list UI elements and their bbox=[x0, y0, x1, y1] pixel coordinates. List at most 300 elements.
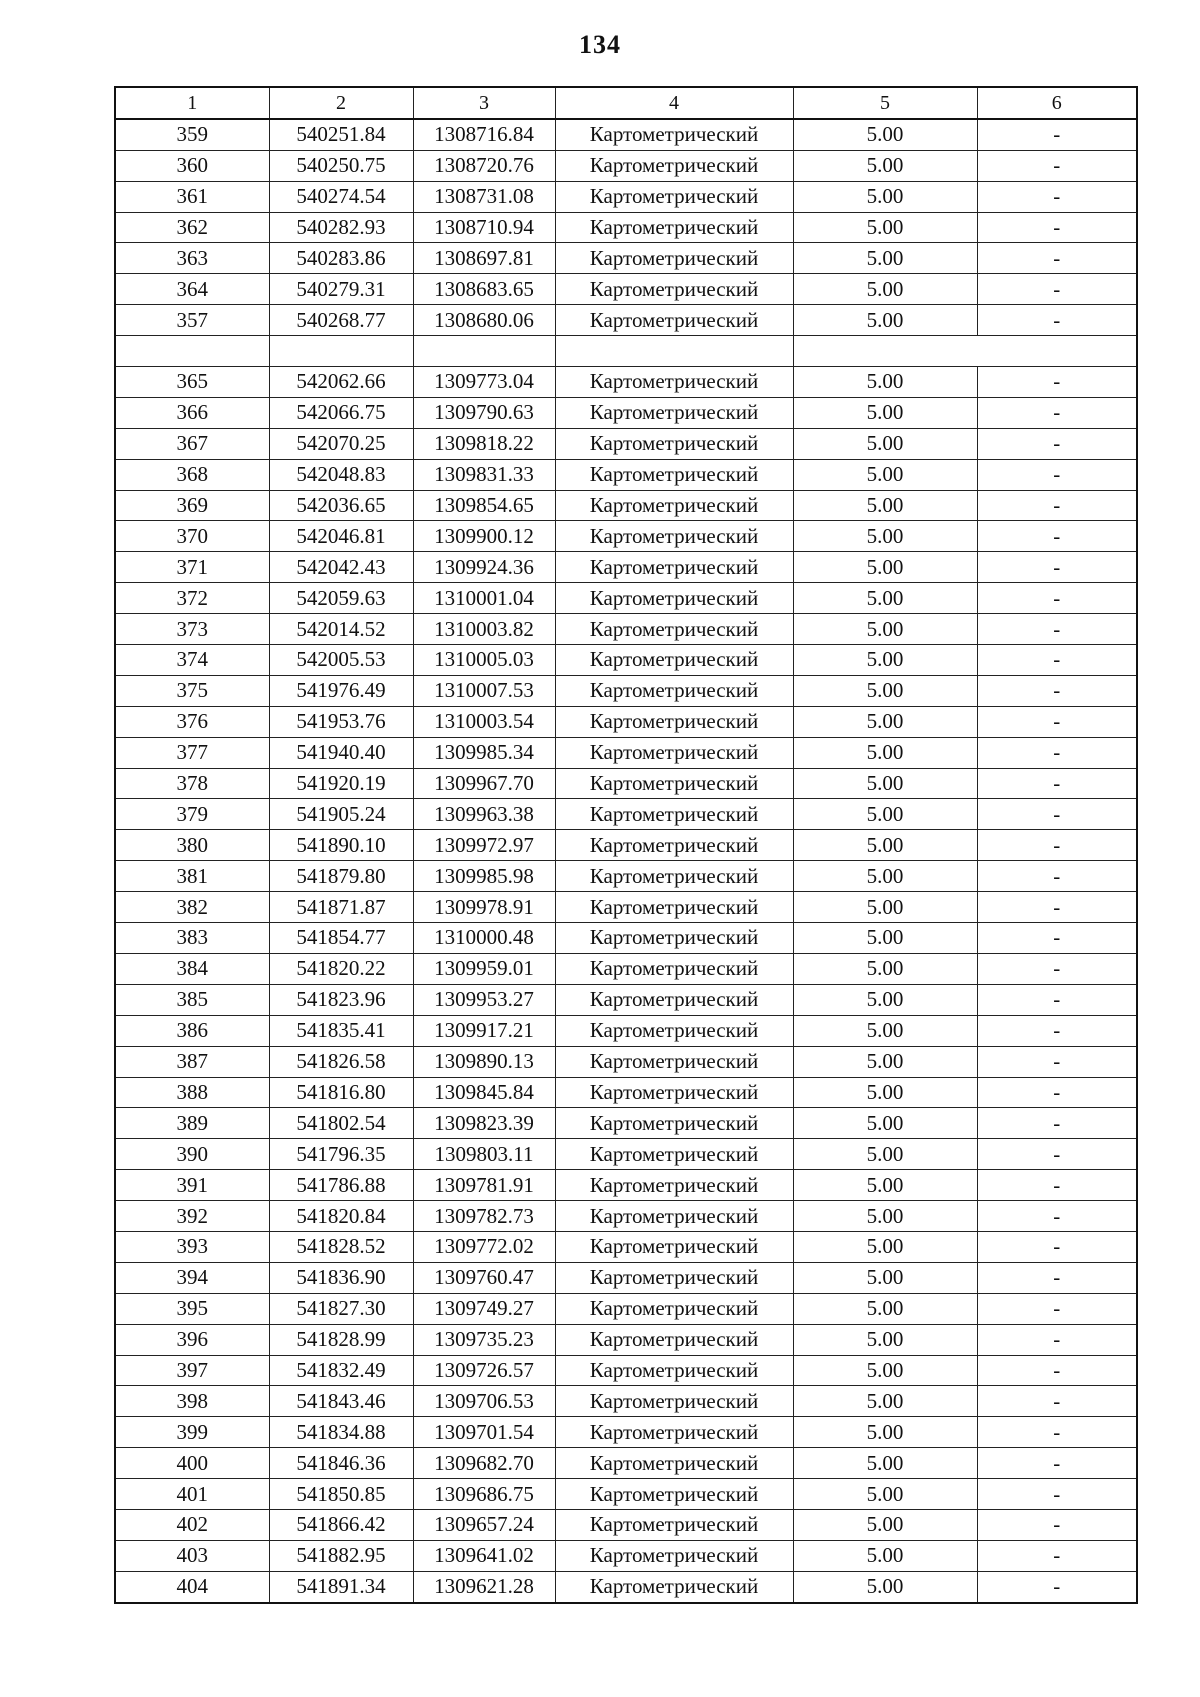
accuracy-cell: 5.00 bbox=[793, 119, 977, 150]
x-coordinate-cell: 542048.83 bbox=[269, 459, 413, 490]
description-cell: - bbox=[977, 1015, 1137, 1046]
header-row bbox=[115, 87, 1137, 119]
method-cell: Картометрический bbox=[555, 675, 793, 706]
accuracy-cell: 5.00 bbox=[793, 243, 977, 274]
table-row bbox=[115, 1139, 1137, 1170]
table-row bbox=[115, 397, 1137, 428]
description-cell: - bbox=[977, 552, 1137, 583]
accuracy-cell: 5.00 bbox=[793, 1077, 977, 1108]
point-number-cell: 379 bbox=[115, 799, 269, 830]
y-coordinate-cell: 1310007.53 bbox=[413, 675, 555, 706]
method-cell: Картометрический bbox=[555, 923, 793, 954]
x-coordinate-cell bbox=[269, 336, 413, 367]
y-coordinate-cell: 1309959.01 bbox=[413, 953, 555, 984]
accuracy-cell: 5.00 bbox=[793, 367, 977, 398]
point-number-cell: 367 bbox=[115, 428, 269, 459]
y-coordinate-cell: 1310003.82 bbox=[413, 614, 555, 645]
y-coordinate-cell: 1309621.28 bbox=[413, 1571, 555, 1602]
y-coordinate-cell: 1309831.33 bbox=[413, 459, 555, 490]
accuracy-cell bbox=[793, 336, 977, 367]
x-coordinate-cell: 541836.90 bbox=[269, 1262, 413, 1293]
method-cell: Картометрический bbox=[555, 459, 793, 490]
method-cell: Картометрический bbox=[555, 181, 793, 212]
accuracy-cell: 5.00 bbox=[793, 737, 977, 768]
table-row bbox=[115, 119, 1137, 150]
x-coordinate-cell: 541846.36 bbox=[269, 1448, 413, 1479]
x-coordinate-cell: 541832.49 bbox=[269, 1355, 413, 1386]
accuracy-cell: 5.00 bbox=[793, 397, 977, 428]
description-cell: - bbox=[977, 583, 1137, 614]
x-coordinate-cell: 540282.93 bbox=[269, 212, 413, 243]
x-coordinate-cell: 541796.35 bbox=[269, 1139, 413, 1170]
column-header: 4 bbox=[555, 87, 793, 119]
point-number-cell: 369 bbox=[115, 490, 269, 521]
description-cell: - bbox=[977, 1201, 1137, 1232]
description-cell: - bbox=[977, 521, 1137, 552]
accuracy-cell: 5.00 bbox=[793, 1262, 977, 1293]
method-cell: Картометрический bbox=[555, 1015, 793, 1046]
point-number-cell: 376 bbox=[115, 706, 269, 737]
x-coordinate-cell: 541879.80 bbox=[269, 861, 413, 892]
y-coordinate-cell: 1309701.54 bbox=[413, 1417, 555, 1448]
table-row bbox=[115, 1540, 1137, 1571]
accuracy-cell: 5.00 bbox=[793, 1108, 977, 1139]
x-coordinate-cell: 542036.65 bbox=[269, 490, 413, 521]
method-cell: Картометрический bbox=[555, 1139, 793, 1170]
accuracy-cell: 5.00 bbox=[793, 1170, 977, 1201]
method-cell: Картометрический bbox=[555, 212, 793, 243]
description-cell: - bbox=[977, 150, 1137, 181]
description-cell: - bbox=[977, 119, 1137, 150]
point-number-cell: 389 bbox=[115, 1108, 269, 1139]
description-cell: - bbox=[977, 675, 1137, 706]
point-number-cell: 382 bbox=[115, 892, 269, 923]
accuracy-cell: 5.00 bbox=[793, 706, 977, 737]
point-number-cell: 394 bbox=[115, 1262, 269, 1293]
y-coordinate-cell: 1309823.39 bbox=[413, 1108, 555, 1139]
accuracy-cell: 5.00 bbox=[793, 274, 977, 305]
y-coordinate-cell: 1308697.81 bbox=[413, 243, 555, 274]
point-number-cell: 366 bbox=[115, 397, 269, 428]
accuracy-cell: 5.00 bbox=[793, 1417, 977, 1448]
method-cell: Картометрический bbox=[555, 367, 793, 398]
point-number-cell: 397 bbox=[115, 1355, 269, 1386]
accuracy-cell: 5.00 bbox=[793, 552, 977, 583]
point-number-cell: 392 bbox=[115, 1201, 269, 1232]
accuracy-cell: 5.00 bbox=[793, 212, 977, 243]
accuracy-cell: 5.00 bbox=[793, 305, 977, 336]
point-number-cell: 374 bbox=[115, 645, 269, 676]
table-row bbox=[115, 305, 1137, 336]
table-row bbox=[115, 799, 1137, 830]
method-cell: Картометрический bbox=[555, 1293, 793, 1324]
x-coordinate-cell: 541828.99 bbox=[269, 1324, 413, 1355]
y-coordinate-cell: 1309972.97 bbox=[413, 830, 555, 861]
point-number-cell: 378 bbox=[115, 768, 269, 799]
accuracy-cell: 5.00 bbox=[793, 1571, 977, 1602]
table-row bbox=[115, 1046, 1137, 1077]
point-number-cell: 362 bbox=[115, 212, 269, 243]
method-cell: Картометрический bbox=[555, 428, 793, 459]
description-cell: - bbox=[977, 397, 1137, 428]
description-cell: - bbox=[977, 1324, 1137, 1355]
x-coordinate-cell: 541823.96 bbox=[269, 984, 413, 1015]
table-row bbox=[115, 614, 1137, 645]
x-coordinate-cell: 541820.84 bbox=[269, 1201, 413, 1232]
point-number-cell: 372 bbox=[115, 583, 269, 614]
point-number-cell: 402 bbox=[115, 1509, 269, 1540]
y-coordinate-cell: 1309890.13 bbox=[413, 1046, 555, 1077]
x-coordinate-cell: 541816.80 bbox=[269, 1077, 413, 1108]
y-coordinate-cell: 1309917.21 bbox=[413, 1015, 555, 1046]
accuracy-cell: 5.00 bbox=[793, 830, 977, 861]
x-coordinate-cell: 540274.54 bbox=[269, 181, 413, 212]
method-cell: Картометрический bbox=[555, 861, 793, 892]
description-cell: - bbox=[977, 1170, 1137, 1201]
table-row bbox=[115, 336, 1137, 367]
point-number-cell: 380 bbox=[115, 830, 269, 861]
description-cell: - bbox=[977, 892, 1137, 923]
description-cell: - bbox=[977, 274, 1137, 305]
table-row bbox=[115, 552, 1137, 583]
y-coordinate-cell: 1309686.75 bbox=[413, 1479, 555, 1510]
point-number-cell bbox=[115, 336, 269, 367]
description-cell: - bbox=[977, 799, 1137, 830]
y-coordinate-cell: 1309963.38 bbox=[413, 799, 555, 830]
y-coordinate-cell: 1309773.04 bbox=[413, 367, 555, 398]
description-cell: - bbox=[977, 737, 1137, 768]
method-cell: Картометрический bbox=[555, 119, 793, 150]
description-cell: - bbox=[977, 305, 1137, 336]
accuracy-cell: 5.00 bbox=[793, 1540, 977, 1571]
y-coordinate-cell: 1308716.84 bbox=[413, 119, 555, 150]
point-number-cell: 383 bbox=[115, 923, 269, 954]
description-cell: - bbox=[977, 1540, 1137, 1571]
y-coordinate-cell: 1309967.70 bbox=[413, 768, 555, 799]
y-coordinate-cell: 1309953.27 bbox=[413, 984, 555, 1015]
point-number-cell: 357 bbox=[115, 305, 269, 336]
description-cell: - bbox=[977, 645, 1137, 676]
x-coordinate-cell: 542042.43 bbox=[269, 552, 413, 583]
accuracy-cell: 5.00 bbox=[793, 1139, 977, 1170]
accuracy-cell: 5.00 bbox=[793, 1201, 977, 1232]
method-cell: Картометрический bbox=[555, 645, 793, 676]
point-number-cell: 395 bbox=[115, 1293, 269, 1324]
y-coordinate-cell: 1309790.63 bbox=[413, 397, 555, 428]
x-coordinate-cell: 541890.10 bbox=[269, 830, 413, 861]
point-number-cell: 361 bbox=[115, 181, 269, 212]
description-cell: - bbox=[977, 706, 1137, 737]
accuracy-cell: 5.00 bbox=[793, 1479, 977, 1510]
method-cell: Картометрический bbox=[555, 1448, 793, 1479]
table-row bbox=[115, 1324, 1137, 1355]
table-row bbox=[115, 1108, 1137, 1139]
method-cell: Картометрический bbox=[555, 1479, 793, 1510]
method-cell: Картометрический bbox=[555, 984, 793, 1015]
table-row bbox=[115, 1015, 1137, 1046]
x-coordinate-cell: 541882.95 bbox=[269, 1540, 413, 1571]
accuracy-cell: 5.00 bbox=[793, 675, 977, 706]
accuracy-cell: 5.00 bbox=[793, 892, 977, 923]
point-number-cell: 368 bbox=[115, 459, 269, 490]
y-coordinate-cell: 1309781.91 bbox=[413, 1170, 555, 1201]
table-row bbox=[115, 984, 1137, 1015]
y-coordinate-cell: 1309854.65 bbox=[413, 490, 555, 521]
method-cell: Картометрический bbox=[555, 737, 793, 768]
table-row bbox=[115, 1571, 1137, 1602]
table-row bbox=[115, 923, 1137, 954]
point-number-cell: 381 bbox=[115, 861, 269, 892]
description-cell: - bbox=[977, 1479, 1137, 1510]
table-row bbox=[115, 1170, 1137, 1201]
x-coordinate-cell: 541854.77 bbox=[269, 923, 413, 954]
x-coordinate-cell: 541826.58 bbox=[269, 1046, 413, 1077]
x-coordinate-cell: 541820.22 bbox=[269, 953, 413, 984]
x-coordinate-cell: 542070.25 bbox=[269, 428, 413, 459]
accuracy-cell: 5.00 bbox=[793, 1046, 977, 1077]
description-cell: - bbox=[977, 923, 1137, 954]
table-row bbox=[115, 892, 1137, 923]
method-cell bbox=[555, 336, 793, 367]
description-cell: - bbox=[977, 614, 1137, 645]
point-number-cell: 371 bbox=[115, 552, 269, 583]
table-row bbox=[115, 1231, 1137, 1262]
table-row bbox=[115, 274, 1137, 305]
accuracy-cell: 5.00 bbox=[793, 923, 977, 954]
table-row bbox=[115, 1262, 1137, 1293]
description-cell: - bbox=[977, 459, 1137, 490]
x-coordinate-cell: 541905.24 bbox=[269, 799, 413, 830]
accuracy-cell: 5.00 bbox=[793, 614, 977, 645]
x-coordinate-cell: 541828.52 bbox=[269, 1231, 413, 1262]
point-number-cell: 404 bbox=[115, 1571, 269, 1602]
accuracy-cell: 5.00 bbox=[793, 181, 977, 212]
x-coordinate-cell: 541843.46 bbox=[269, 1386, 413, 1417]
table-row bbox=[115, 459, 1137, 490]
accuracy-cell: 5.00 bbox=[793, 1324, 977, 1355]
y-coordinate-cell: 1309749.27 bbox=[413, 1293, 555, 1324]
table-row bbox=[115, 1355, 1137, 1386]
accuracy-cell: 5.00 bbox=[793, 1386, 977, 1417]
accuracy-cell: 5.00 bbox=[793, 583, 977, 614]
y-coordinate-cell: 1308710.94 bbox=[413, 212, 555, 243]
method-cell: Картометрический bbox=[555, 1540, 793, 1571]
table-row bbox=[115, 1386, 1137, 1417]
y-coordinate-cell: 1308720.76 bbox=[413, 150, 555, 181]
y-coordinate-cell: 1309924.36 bbox=[413, 552, 555, 583]
coordinates-table bbox=[114, 86, 1138, 1604]
column-header: 5 bbox=[793, 87, 977, 119]
y-coordinate-cell: 1309735.23 bbox=[413, 1324, 555, 1355]
table-row bbox=[115, 243, 1137, 274]
accuracy-cell: 5.00 bbox=[793, 799, 977, 830]
y-coordinate-cell: 1309900.12 bbox=[413, 521, 555, 552]
method-cell: Картометрический bbox=[555, 1046, 793, 1077]
table-row bbox=[115, 521, 1137, 552]
description-cell: - bbox=[977, 428, 1137, 459]
description-cell bbox=[977, 336, 1137, 367]
table-row bbox=[115, 830, 1137, 861]
y-coordinate-cell: 1309978.91 bbox=[413, 892, 555, 923]
method-cell: Картометрический bbox=[555, 614, 793, 645]
accuracy-cell: 5.00 bbox=[793, 150, 977, 181]
x-coordinate-cell: 541891.34 bbox=[269, 1571, 413, 1602]
y-coordinate-cell: 1310000.48 bbox=[413, 923, 555, 954]
method-cell: Картометрический bbox=[555, 274, 793, 305]
y-coordinate-cell: 1310001.04 bbox=[413, 583, 555, 614]
y-coordinate-cell: 1309985.98 bbox=[413, 861, 555, 892]
method-cell: Картометрический bbox=[555, 892, 793, 923]
y-coordinate-cell bbox=[413, 336, 555, 367]
y-coordinate-cell: 1309845.84 bbox=[413, 1077, 555, 1108]
y-coordinate-cell: 1309641.02 bbox=[413, 1540, 555, 1571]
description-cell: - bbox=[977, 1262, 1137, 1293]
x-coordinate-cell: 540283.86 bbox=[269, 243, 413, 274]
accuracy-cell: 5.00 bbox=[793, 1293, 977, 1324]
column-header: 6 bbox=[977, 87, 1137, 119]
point-number-cell: 363 bbox=[115, 243, 269, 274]
table-row bbox=[115, 428, 1137, 459]
method-cell: Картометрический bbox=[555, 768, 793, 799]
x-coordinate-cell: 542062.66 bbox=[269, 367, 413, 398]
method-cell: Картометрический bbox=[555, 1386, 793, 1417]
column-header: 2 bbox=[269, 87, 413, 119]
table-row bbox=[115, 1201, 1137, 1232]
point-number-cell: 360 bbox=[115, 150, 269, 181]
x-coordinate-cell: 541786.88 bbox=[269, 1170, 413, 1201]
point-number-cell: 373 bbox=[115, 614, 269, 645]
point-number-cell: 396 bbox=[115, 1324, 269, 1355]
description-cell: - bbox=[977, 1293, 1137, 1324]
method-cell: Картометрический bbox=[555, 1571, 793, 1602]
y-coordinate-cell: 1309726.57 bbox=[413, 1355, 555, 1386]
point-number-cell: 401 bbox=[115, 1479, 269, 1510]
x-coordinate-cell: 542046.81 bbox=[269, 521, 413, 552]
y-coordinate-cell: 1309818.22 bbox=[413, 428, 555, 459]
x-coordinate-cell: 540279.31 bbox=[269, 274, 413, 305]
table-body bbox=[115, 119, 1137, 1603]
table-row bbox=[115, 181, 1137, 212]
y-coordinate-cell: 1310003.54 bbox=[413, 706, 555, 737]
method-cell: Картометрический bbox=[555, 305, 793, 336]
method-cell: Картометрический bbox=[555, 583, 793, 614]
point-number-cell: 400 bbox=[115, 1448, 269, 1479]
description-cell: - bbox=[977, 953, 1137, 984]
x-coordinate-cell: 541866.42 bbox=[269, 1509, 413, 1540]
point-number-cell: 385 bbox=[115, 984, 269, 1015]
point-number-cell: 403 bbox=[115, 1540, 269, 1571]
y-coordinate-cell: 1310005.03 bbox=[413, 645, 555, 676]
x-coordinate-cell: 540251.84 bbox=[269, 119, 413, 150]
method-cell: Картометрический bbox=[555, 1355, 793, 1386]
method-cell: Картометрический bbox=[555, 1324, 793, 1355]
table-row bbox=[115, 737, 1137, 768]
description-cell: - bbox=[977, 490, 1137, 521]
description-cell: - bbox=[977, 861, 1137, 892]
point-number-cell: 364 bbox=[115, 274, 269, 305]
accuracy-cell: 5.00 bbox=[793, 768, 977, 799]
method-cell: Картометрический bbox=[555, 150, 793, 181]
description-cell: - bbox=[977, 1077, 1137, 1108]
point-number-cell: 390 bbox=[115, 1139, 269, 1170]
x-coordinate-cell: 541827.30 bbox=[269, 1293, 413, 1324]
table-row bbox=[115, 1509, 1137, 1540]
method-cell: Картометрический bbox=[555, 397, 793, 428]
x-coordinate-cell: 542005.53 bbox=[269, 645, 413, 676]
point-number-cell: 386 bbox=[115, 1015, 269, 1046]
table-row bbox=[115, 212, 1137, 243]
method-cell: Картометрический bbox=[555, 799, 793, 830]
method-cell: Картометрический bbox=[555, 830, 793, 861]
y-coordinate-cell: 1309760.47 bbox=[413, 1262, 555, 1293]
description-cell: - bbox=[977, 1139, 1137, 1170]
table-row bbox=[115, 675, 1137, 706]
column-header: 1 bbox=[115, 87, 269, 119]
x-coordinate-cell: 540250.75 bbox=[269, 150, 413, 181]
description-cell: - bbox=[977, 1355, 1137, 1386]
y-coordinate-cell: 1309772.02 bbox=[413, 1231, 555, 1262]
y-coordinate-cell: 1308680.06 bbox=[413, 305, 555, 336]
accuracy-cell: 5.00 bbox=[793, 1355, 977, 1386]
x-coordinate-cell: 541976.49 bbox=[269, 675, 413, 706]
x-coordinate-cell: 541871.87 bbox=[269, 892, 413, 923]
point-number-cell: 370 bbox=[115, 521, 269, 552]
x-coordinate-cell: 541920.19 bbox=[269, 768, 413, 799]
method-cell: Картометрический bbox=[555, 1509, 793, 1540]
table-row bbox=[115, 861, 1137, 892]
table-row bbox=[115, 150, 1137, 181]
x-coordinate-cell: 542066.75 bbox=[269, 397, 413, 428]
description-cell: - bbox=[977, 181, 1137, 212]
table-row bbox=[115, 1479, 1137, 1510]
y-coordinate-cell: 1309782.73 bbox=[413, 1201, 555, 1232]
y-coordinate-cell: 1309706.53 bbox=[413, 1386, 555, 1417]
method-cell: Картометрический bbox=[555, 243, 793, 274]
description-cell: - bbox=[977, 212, 1137, 243]
table-row bbox=[115, 1417, 1137, 1448]
x-coordinate-cell: 541953.76 bbox=[269, 706, 413, 737]
page-number: 134 bbox=[579, 30, 621, 59]
accuracy-cell: 5.00 bbox=[793, 861, 977, 892]
y-coordinate-cell: 1309657.24 bbox=[413, 1509, 555, 1540]
description-cell: - bbox=[977, 1046, 1137, 1077]
description-cell: - bbox=[977, 1571, 1137, 1602]
accuracy-cell: 5.00 bbox=[793, 984, 977, 1015]
y-coordinate-cell: 1308731.08 bbox=[413, 181, 555, 212]
table-row bbox=[115, 490, 1137, 521]
description-cell: - bbox=[977, 1417, 1137, 1448]
point-number-cell: 399 bbox=[115, 1417, 269, 1448]
description-cell: - bbox=[977, 243, 1137, 274]
description-cell: - bbox=[977, 1231, 1137, 1262]
x-coordinate-cell: 541802.54 bbox=[269, 1108, 413, 1139]
description-cell: - bbox=[977, 1448, 1137, 1479]
method-cell: Картометрический bbox=[555, 521, 793, 552]
accuracy-cell: 5.00 bbox=[793, 521, 977, 552]
x-coordinate-cell: 541834.88 bbox=[269, 1417, 413, 1448]
x-coordinate-cell: 542059.63 bbox=[269, 583, 413, 614]
point-number-cell: 365 bbox=[115, 367, 269, 398]
method-cell: Картометрический bbox=[555, 1170, 793, 1201]
description-cell: - bbox=[977, 1386, 1137, 1417]
y-coordinate-cell: 1309803.11 bbox=[413, 1139, 555, 1170]
method-cell: Картометрический bbox=[555, 706, 793, 737]
accuracy-cell: 5.00 bbox=[793, 428, 977, 459]
accuracy-cell: 5.00 bbox=[793, 1509, 977, 1540]
table-row bbox=[115, 953, 1137, 984]
table-row bbox=[115, 768, 1137, 799]
table-row bbox=[115, 1448, 1137, 1479]
